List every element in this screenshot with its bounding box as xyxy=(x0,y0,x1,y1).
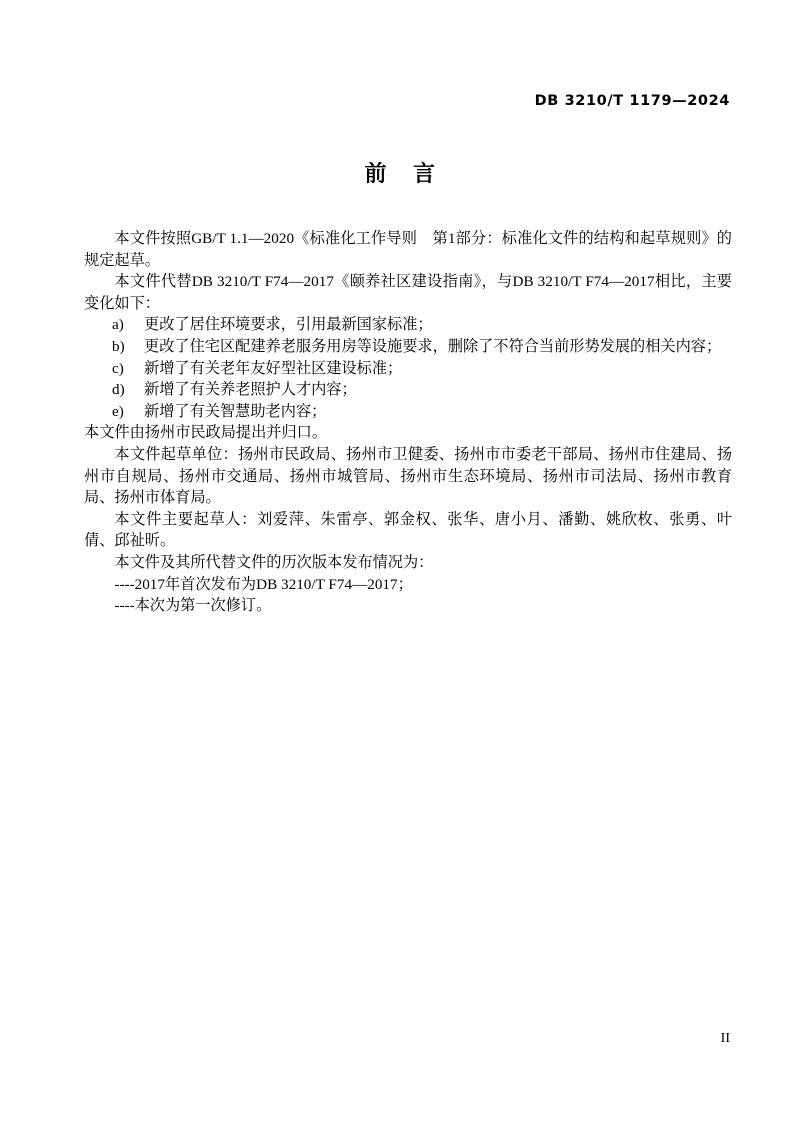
list-item-label: 新增了有关老年友好型社区建设标准； xyxy=(144,359,403,377)
paragraph-drafting-basis: 本文件按照GB/T 1.1—2020《标准化工作导则 第1部分：标准化文件的结构和起草规则》的规定起草。 xyxy=(84,230,732,269)
list-item-marker: d) xyxy=(112,381,125,399)
list-item-marker: b) xyxy=(112,337,125,355)
list-item-marker: e) xyxy=(112,402,124,420)
list-item-label: 更改了居住环境要求，引用最新国家标准； xyxy=(144,316,433,334)
paragraph-main-drafters: 本文件主要起草人：刘爱萍、朱雷亭、郭金权、张华、唐小月、潘勤、姚欣枚、张勇、叶倩、邱祉昕。 xyxy=(84,510,732,550)
list-item-label: 更改了住宅区配建养老服务用房等设施要求，删除了不符合当前形势发展的相关内容； xyxy=(144,337,722,355)
history-entry-first-publication: ----2017年首次发布为DB 3210/T F74—2017； xyxy=(114,575,413,593)
list-item-marker: c) xyxy=(112,359,124,377)
list-item xyxy=(84,379,732,401)
list-item xyxy=(84,358,732,380)
history-entry-current-revision: ----本次为第一次修订。 xyxy=(114,597,272,615)
list-item-marker: a) xyxy=(112,316,124,334)
list-item-label: 新增了有关智慧助老内容； xyxy=(144,402,327,420)
page-title-char-1: 前 xyxy=(364,162,387,187)
paragraph-proposer: 本文件由扬州市民政局提出并归口。 xyxy=(84,424,327,442)
list-item xyxy=(84,401,732,423)
list-item xyxy=(84,336,732,358)
running-header-standard-number: DB 3210/T 1179—2024 xyxy=(534,93,730,109)
changes-list xyxy=(84,314,732,422)
foreword-body xyxy=(84,228,732,617)
page-title-char-2: 言 xyxy=(413,162,436,187)
list-item xyxy=(84,314,732,336)
paragraph-history-intro: 本文件及其所代替文件的历次版本发布情况为： xyxy=(114,553,434,571)
page-title xyxy=(0,163,800,187)
list-item-label: 新增了有关养老照护人才内容； xyxy=(144,381,357,399)
paragraph-drafting-units: 本文件起草单位：扬州市民政局、扬州市卫健委、扬州市市委老干部局、扬州市住建局、扬州市自规局、扬州市交通局、扬州市城管局、扬州市生态环境局、扬州市司法局、扬州市教育局、扬州市体育局。 xyxy=(84,445,732,507)
paragraph-replaces-standard: 本文件代替DB 3210/T F74—2017《颐养社区建设指南》，与DB 3210/T F74—2017相比，主要变化如下： xyxy=(84,273,732,312)
page-number: II xyxy=(720,1031,730,1046)
